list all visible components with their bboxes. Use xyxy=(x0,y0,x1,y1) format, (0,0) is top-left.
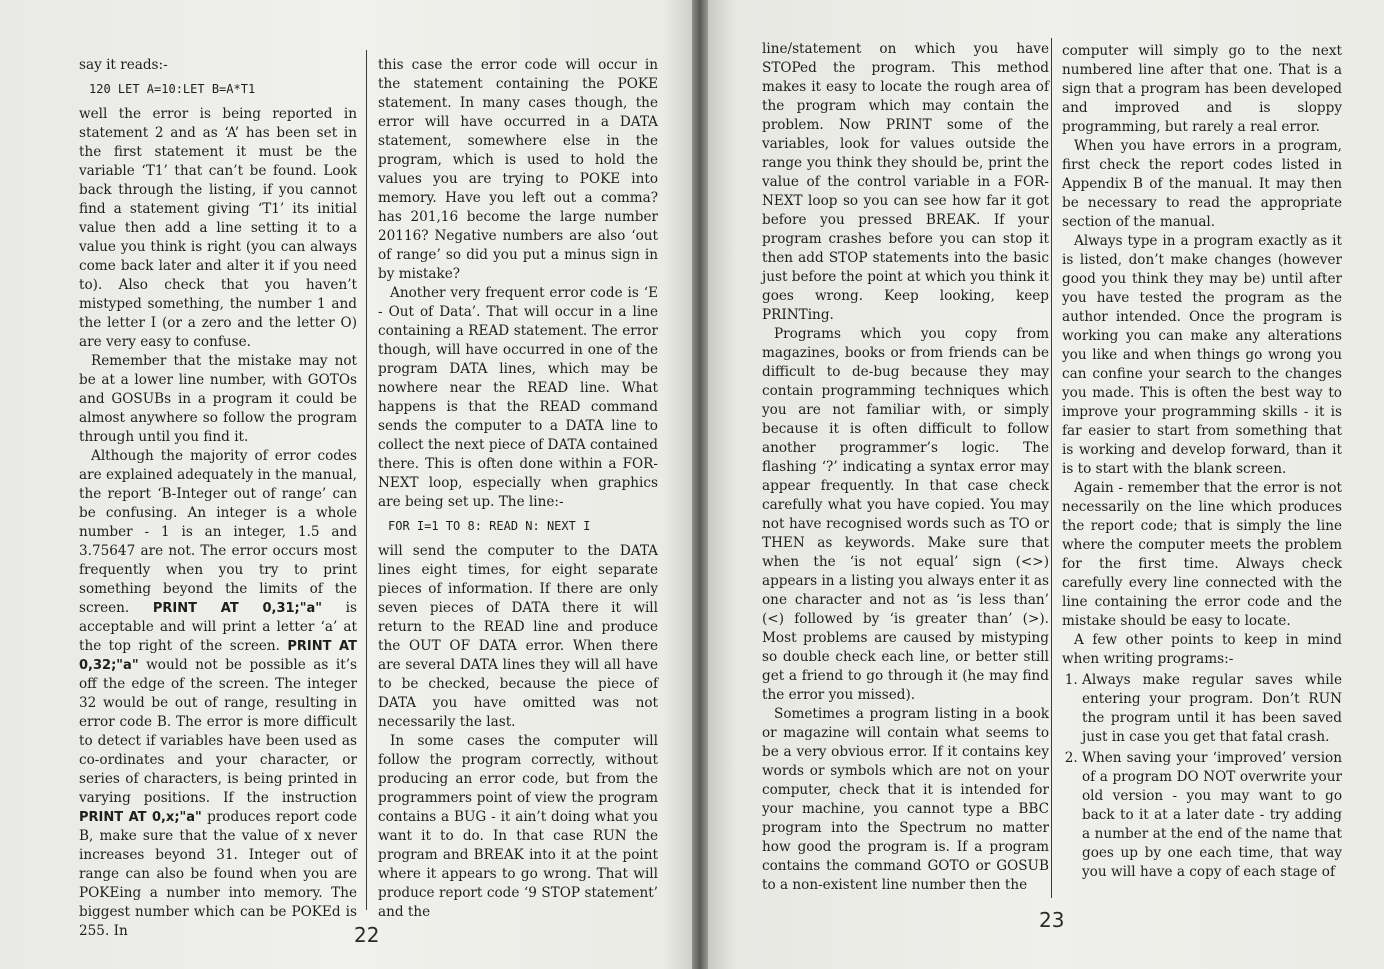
paragraph: Programs which you copy from magazines, books or from friends can be difficult to de-bug because they may contain programming techniques which you are not familiar with, or simply because it is often difficult to follow another programmer’s logic. The flashing ‘?’ indicating a syntax error may appear frequently. In that case check carefully what you have copied. You may not have recognised words such as TO or THEN as keywords. Make sure that when the ‘is not equal’ sign (<>) appears in a listing you always enter it as one character and not as ‘is less than’ (<) followed by ‘is greater than’ (>). Most problems are caused by mistyping so double check each line, or better still get a friend to go through it (he may find the error you missed). xyxy=(762,326,1050,703)
inline-code: PRINT AT 0,x;"a" xyxy=(79,810,202,825)
right-column-2 xyxy=(1062,42,1342,884)
list-item: 2. When saving your ‘improved’ version of a program DO NOT overwrite your old version - you may want to go back to it at a later date - try adding a number at the end of the name that goes up by one each time, that way you will have a copy of each stage of xyxy=(1082,749,1342,882)
inline-code: PRINT AT 0,31;"a" xyxy=(152,601,323,616)
text-run: produces report code B, make sure that the value of x never increases beyond 31. Integer out of range can also be found when you are POKEing a number into memory. The biggest number which can be POKEd is 255. In xyxy=(79,809,357,939)
paragraph: Sometimes a program listing in a book or magazine will contain what seems to be a very obvious error. If it contains key words or symbols which are not on your computer, check that it is intended for your machine, you cannot type a BBC program into the Spectrum no matter how good the program is. If a program contains the command GOTO or GOSUB to a non-existent line number then the xyxy=(762,706,1049,893)
paragraph xyxy=(79,447,357,941)
text-run: Although the majority of error codes are explained adequately in the manual, the report ‘B-Integer out of range’ can be confusing. An integer is a whole number - 1 is an integer, 1.5 and 3.75647 are not. The error occurs most frequently when you try to print something beyond the limits of the screen. xyxy=(79,448,357,616)
paragraph: Again - remember that the error is not necessarily on the line which produces the report code; that is simply the line where the computer meets the problem for the first time. Always check carefully every line connected with the line containing the error code and the mistake should be easy to locate. xyxy=(1062,480,1342,629)
text-run: is acceptable and will print a letter ‘a’ at the top right of the screen. xyxy=(79,600,357,654)
page-23 xyxy=(708,0,1384,969)
paragraph: say it reads:- xyxy=(79,57,168,73)
paragraph: this case the error code will occur in the statement containing the POKE statement. In many cases though, the error will have occurred in a DATA statement, somewhere else in the program, which is used to hold the values you are trying to POKE into memory. Have you left out a comma? has 201,16 become the large number 20116? Negative numbers are also ‘out of range’ so did you put a minus sign in by mistake? xyxy=(378,57,658,282)
paragraph: computer will simply go to the next numbered line after that one. That is a sign that a program has been developed and improved and is sloppy programming, but rarely a real error. xyxy=(1062,43,1342,135)
tips-list xyxy=(1062,671,1342,882)
right-column-1 xyxy=(762,40,1049,895)
column-divider xyxy=(1051,38,1052,898)
inline-code: PRINT AT 0,32;"a" xyxy=(79,639,357,673)
paragraph: Remember that the mistake may not be at a lower line number, with GOTOs and GOSUBs in a program it could be almost anywhere so follow the program through until you find it. xyxy=(79,353,357,445)
left-column-1 xyxy=(79,56,357,941)
text-run: would not be possible as it’s off the edge of the screen. The integer 32 would be out of range, resulting in error code B. The error is more difficult to detect if variables have been used as co-ordinates and your character, or series of characters, is being printed in varying positions. If the instruction xyxy=(79,657,357,806)
column-divider xyxy=(366,50,367,910)
paragraph: A few other points to keep in mind when writing programs:- xyxy=(1062,632,1342,667)
list-item: 1. Always make regular saves while entering your program. Don’t RUN the program until it has been saved just in case you get that fatal crash. xyxy=(1082,671,1342,747)
code-line: FOR I=1 TO 8: READ N: NEXT I xyxy=(388,519,591,533)
left-column-2 xyxy=(378,56,658,922)
paragraph: Always type in a program exactly as it is listed, don’t make changes (however good you think they may be) until after you have tested the program as the author intended. Once the program is working you can make any alterations you like and when things go wrong you can confine your search to the changes you made. This is often the best way to improve your programming skills - it is far easier to start from something that is working and develop forward, than it is to start with the blank screen. xyxy=(1062,233,1342,477)
page-number: 23 xyxy=(1039,908,1065,932)
paragraph: When you have errors in a program, first check the report codes listed in Appendix B of the manual. It may then be necessary to read the appropriate section of the manual. xyxy=(1062,138,1342,230)
paragraph: line/statement on which you have STOPed the program. This method makes it easy to locate the rough area of the program which may contain the problem. Now PRINT some of the variables, look for values outside the range you think they should be, print the value of the control variable in a FOR-NEXT loop so you can see how far it got before you pressed BREAK. If your program crashes before you can stop it then add STOP statements into the basic just before the point at which you think it goes wrong. Keep looking, keep PRINTing. xyxy=(762,41,1049,323)
book-gutter xyxy=(692,0,708,969)
paragraph: will send the computer to the DATA lines eight times, for eight separate pieces of information. If there are only seven pieces of DATA there it will return to the READ line and produce the OUT OF DATA error. When there are several DATA lines they will all have to be checked, because the piece of DATA you have omitted was not necessarily the last. xyxy=(378,543,658,730)
paragraph: Another very frequent error code is ‘E - Out of Data’. That will occur in a line containing a READ statement. The error though, will have occurred in one of the program DATA lines, which may be nowhere near the READ line. What happens is that the READ command sends the computer to a DATA line to collect the next piece of DATA contained there. This is often done within a FOR-NEXT loop, especially when graphics are being set up. The line:- xyxy=(378,285,658,510)
paragraph: In some cases the computer will follow the program correctly, without producing an error code, but from the programmers point of view the program contains a BUG - it ain’t doing what you want it to do. In that case RUN the program and BREAK into it at the point where it appears to go wrong. That will produce report code ‘9 STOP statement’ and the xyxy=(378,733,658,920)
code-line: 120 LET A=10:LET B=A*T1 xyxy=(89,82,256,96)
paragraph: well the error is being reported in statement 2 and as ‘A’ has been set in the first statement it must be the variable ‘T1’ that can’t be found. Look back through the listing, if you cannot find a statement giving ‘T1’ its initial value then add a line setting it to a value you think is right (you can always come back later and alter it if you need to). Also check that you haven’t mistyped something, the number 1 and the letter I (or a zero and the letter O) are very easy to confuse. xyxy=(79,106,357,350)
page-number: 22 xyxy=(354,923,380,947)
